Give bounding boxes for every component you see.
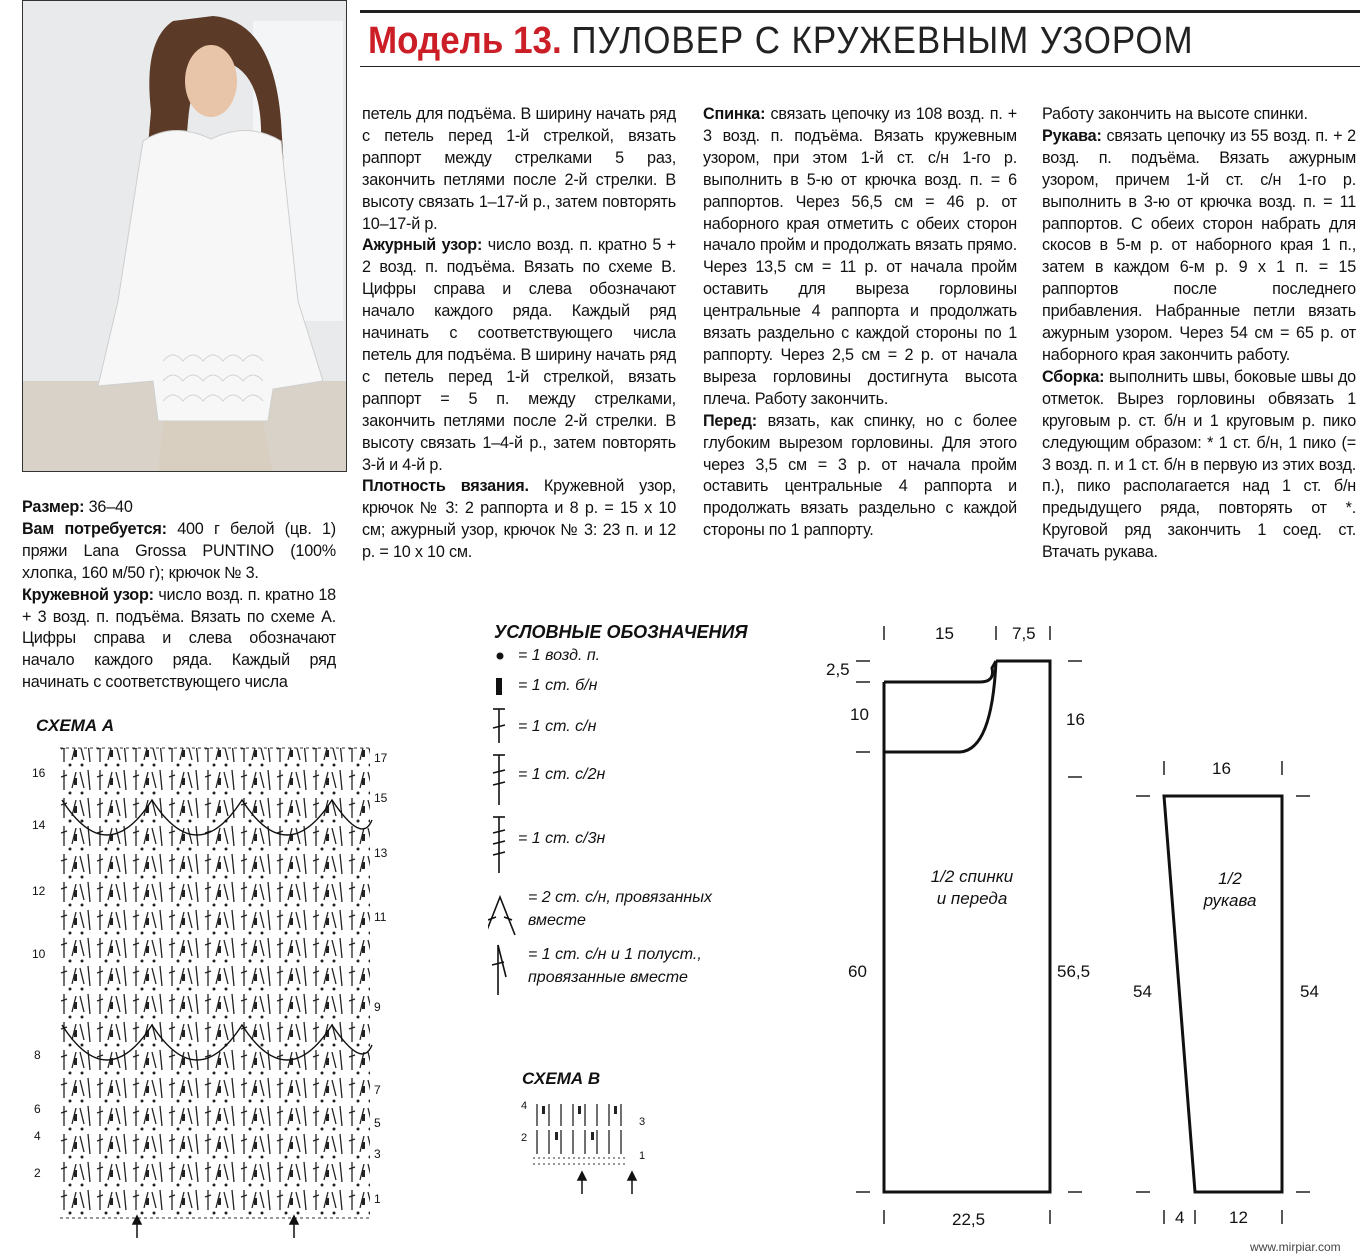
dim-sleeve-right: 54 — [1300, 982, 1319, 1001]
schema-a-chart — [22, 740, 402, 1240]
density-paragraph — [362, 476, 676, 564]
dim-body-neck: 10 — [850, 705, 869, 724]
single-crochet-icon — [496, 678, 502, 695]
schema-a-row-8: 8 — [34, 1048, 41, 1062]
density-value: Кружевной узор, крючок № 3: 2 раппорта и 8 р. = 15 х 10 см; ажурный узор, крючок № 3: 23 п. и 12 р. = 10 х 10 см. — [362, 477, 676, 562]
schema-a-row-14: 14 — [32, 818, 46, 832]
size-value: 36–40 — [88, 498, 133, 516]
dim-sleeve-left: 54 — [1133, 982, 1152, 1001]
header-rule-top — [360, 10, 1360, 13]
sleeve-pattern — [1120, 755, 1340, 1230]
openwork-label: Ажурный узор: — [362, 236, 483, 255]
openwork-value: число возд. п. кратно 5 + 2 возд. п. подъёма. Вязать по схеме В. Цифры справа и слева обозначают начало каждого ряда. Каждый ряд начинать с соответствующего числа петель для подъёма. В ширину начать ряд с петель перед 1-й стрелкой, вязать раппорт = 5 п. между стрелками, закончить петлями после 2-й стрелки. В высоту связать 1–4-й р., затем повторять 3-й и 4-й р. — [362, 236, 676, 474]
materials-label: Вам потребуется: — [22, 519, 167, 538]
dc-hdc-together-icon — [492, 945, 506, 995]
schema-a-row-2: 2 — [34, 1166, 41, 1180]
schema-a-row-12: 12 — [32, 884, 46, 898]
sleeve-piece-label — [1192, 868, 1268, 912]
schema-b-row-4: 4 — [521, 1100, 528, 1112]
triple-treble-icon — [493, 817, 505, 873]
density-label: Плотность вязания. — [362, 477, 529, 496]
lace-continued: петель для подъёма. В ширину начать ряд с петель перед 1-й стрелкой, вязать раппорт между стрелками 5 раз, закончить петлями после 2-й стрелки. В высоту связать 1–17-й р., затем повторять 10–17-й р. — [362, 105, 676, 233]
model-label: Модель 13. — [368, 20, 562, 62]
legend-item-trtr: = 1 ст. с/3н — [518, 830, 606, 847]
assembly-label: Сборка: — [1042, 367, 1105, 386]
dim-body-width: 22,5 — [952, 1210, 986, 1229]
schema-a-row-17: 17 — [374, 751, 388, 765]
legend — [488, 645, 788, 1005]
schema-b-chart — [515, 1096, 665, 1206]
double-crochet-icon — [493, 709, 505, 743]
front-value: вязать, как спинку, но с более глубоким вырезом горловины. Для этого через 3,5 см = 3 р. от начала пройм оставить центральные 4 раппорта и продолжать вязать раздельно с каждой стороны по 1 раппорту. — [703, 411, 1017, 540]
sleeve-label-line2: рукава — [1203, 891, 1257, 910]
schema-b-row-1: 1 — [639, 1150, 646, 1162]
legend-item-dc: = 1 ст. с/н — [518, 718, 597, 735]
openwork-paragraph — [362, 235, 676, 476]
dim-body-shoulder: 2,5 — [826, 660, 850, 679]
sleeves-value: связать цепочку из 55 возд. п. + 2 возд. п. подъёма. Вязать ажурным узором, причем 1-й ст. с/н 1-го р. выполнить в 3-ю от крючка возд. п. = 11 раппортов. С обеих сторон набрать для скосов в 5-м р. от наборного края 1 п., затем в каждом 6-м р. 9 х 1 п. = 15 раппортов после последнего прибавления. Набранные петли вязать ажурным узором. Через 54 см = 65 р. от наборного края закончить работу. — [1042, 126, 1356, 364]
materials-paragraph — [22, 519, 336, 585]
lace-paragraph — [22, 585, 336, 695]
back-label: Спинка: — [703, 105, 766, 123]
dim-body-armhole: 16 — [1066, 710, 1085, 729]
dim-body-top-right: 7,5 — [1012, 624, 1036, 643]
legend-item-chain: = 1 возд. п. — [518, 647, 601, 664]
schema-a-row-5: 5 — [374, 1116, 381, 1130]
schema-a-row-13: 13 — [374, 846, 388, 860]
back-paragraph — [703, 104, 1017, 411]
assembly-value: выполнить швы, боковые швы до отметок. Вырез горловины обвязать 1 круговым р. ст. б/н и 1 круговым р. пико следующим образом: * 1 ст. б/н, 1 пико (= 3 возд. п. и 1 ст. б/н в первую из этих возд. п.), пико располагается над 1 ст. б/н предыдущего ряда, повторять от *. Круговой ряд закончить 1 соед. ст. Втачать рукава. — [1042, 367, 1356, 562]
schema-b-title: СХЕМА В — [522, 1069, 601, 1088]
lace-label: Кружевной узор: — [22, 585, 154, 604]
schema-a-row-7: 7 — [374, 1083, 381, 1097]
finish-paragraph: Работу закончить на высоте спинки. — [1042, 105, 1308, 123]
size-paragraph — [22, 497, 336, 519]
model-photo — [22, 0, 347, 472]
legend-symbols — [488, 645, 528, 1005]
watermark: www.mirpiar.com — [1250, 1240, 1341, 1254]
schema-a-row-11: 11 — [374, 910, 387, 924]
legend-item-sc: = 1 ст. б/н — [518, 677, 598, 694]
body-pattern — [820, 620, 1100, 1230]
legend-item-dc2tog: = 2 ст. с/н, провязанных вместе — [528, 889, 712, 929]
front-paragraph — [703, 411, 1017, 542]
schema-a-title: СХЕМА А — [36, 716, 115, 735]
schema-a-row-4: 4 — [34, 1129, 41, 1143]
body-piece-label — [922, 866, 1022, 910]
sleeves-paragraph — [1042, 126, 1356, 367]
legend-item-dc-hdc: = 1 ст. с/н и 1 полуст., провязанные вместе — [528, 946, 702, 986]
sleeves-label: Рукава: — [1042, 126, 1102, 145]
schema-a-row-6: 6 — [34, 1102, 41, 1116]
chain-stitch-icon — [497, 653, 504, 660]
text-column-3 — [1042, 104, 1356, 564]
pattern-title: ПУЛОВЕР С КРУЖЕВНЫМ УЗОРОМ — [571, 20, 1194, 62]
dim-sleeve-top: 16 — [1212, 759, 1231, 778]
double-treble-icon — [493, 755, 505, 805]
schema-b-row-3: 3 — [639, 1116, 646, 1128]
assembly-paragraph — [1042, 367, 1356, 564]
schema-a-row-16: 16 — [32, 766, 46, 780]
schema-a-row-1: 1 — [374, 1192, 381, 1206]
header-rule-bottom — [360, 66, 1360, 67]
schema-a-row-10: 10 — [32, 947, 46, 961]
legend-title: УСЛОВНЫЕ ОБОЗНАЧЕНИЯ — [494, 622, 748, 642]
dim-body-top-left: 15 — [935, 624, 954, 643]
body-label-line2: и переда — [936, 889, 1008, 908]
lace-value: число возд. п. кратно 18 + 3 возд. п. подъёма. Вязать по схеме А. Цифры справа и слева обозначают начало каждого ряда. Каждый ряд начинать с соответствующего числа — [22, 585, 336, 692]
back-value: связать цепочку из 108 возд. п. + 3 возд. п. подъёма. Вязать кружевным узором, при этом 1-й ст. с/н 1-го р. выполнить в 5-ю от крючка возд. п. = 6 раппортов. Через 56,5 см = 46 р. от наборного края отметить с обеих сторон начало пройм и продолжать вязать прямо. Через 13,5 см = 11 р. от начала пройм оставить для выреза горловины центральные 4 раппорта и продолжать вязать раздельно с каждой стороны по 1 раппорту. Через 2,5 см = 2 р. от начала выреза горловины достигнута высота плеча. Работу закончить. — [703, 105, 1017, 408]
schema-a-row-15: 15 — [374, 791, 388, 805]
schema-a-row-9: 9 — [374, 1000, 381, 1014]
schema-a-diagram — [22, 740, 402, 1240]
dim-sleeve-bottom-left: 4 — [1175, 1208, 1185, 1227]
dc2tog-icon — [488, 897, 515, 935]
size-label: Размер: — [22, 498, 85, 516]
sleeve-label-line1: 1/2 — [1218, 869, 1242, 888]
dim-body-side: 56,5 — [1057, 962, 1091, 981]
legend-item-dtr: = 1 ст. с/2н — [518, 766, 606, 783]
body-label-line1: 1/2 спинки — [930, 867, 1014, 886]
materials-value: 400 г белой (цв. 1) пряжи Lana Grossa PUNTINO (100% хлопка, 160 м/50 г); крючок № 3. — [22, 519, 336, 582]
schema-a-row-3: 3 — [374, 1147, 381, 1161]
text-column-2 — [703, 104, 1017, 542]
intro-text — [22, 497, 336, 694]
text-column-1 — [362, 104, 676, 564]
page-title — [368, 18, 1194, 64]
front-label: Перед: — [703, 411, 757, 430]
schema-b-row-2: 2 — [521, 1132, 528, 1144]
dim-sleeve-bottom-right: 12 — [1229, 1208, 1248, 1227]
dim-body-height: 60 — [848, 962, 867, 981]
